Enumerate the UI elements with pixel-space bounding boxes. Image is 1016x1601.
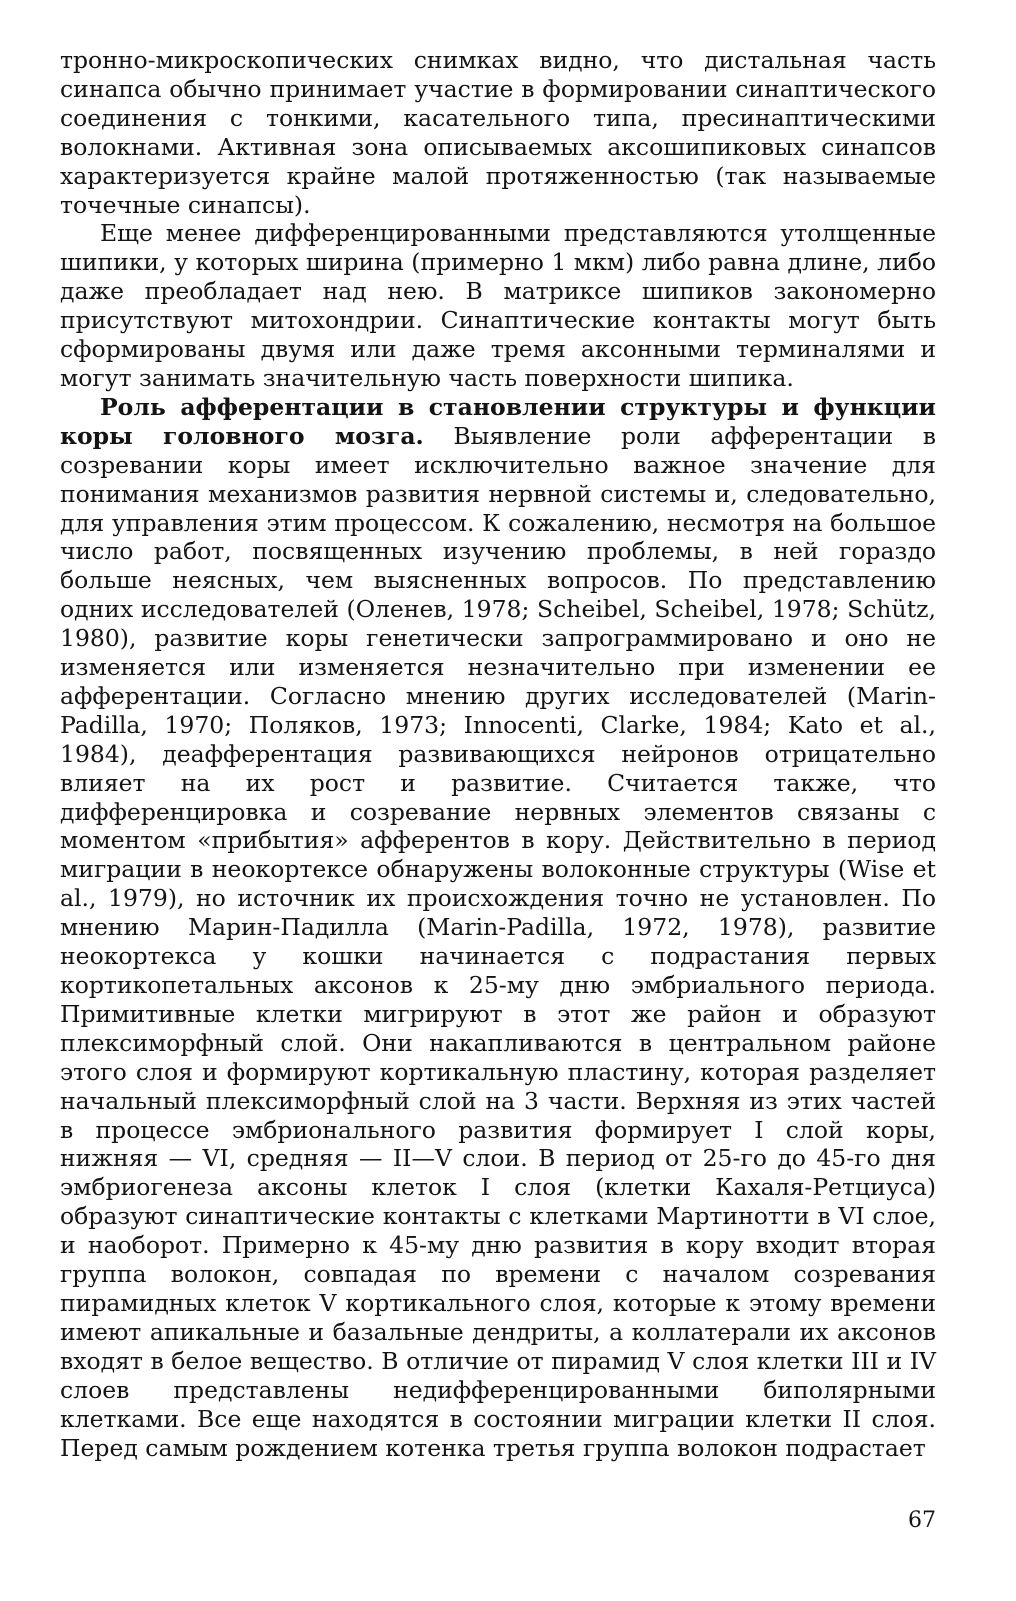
section-heading: Роль афферентации в становлении структуры и функции коры головного мозга. xyxy=(60,392,936,450)
paragraph-afferentation xyxy=(60,393,936,1463)
page-body xyxy=(60,46,936,1462)
section-body: Выявление роли афферентации в созревании коры имеет исключительно важное значение для понимания механизмов развития нервной системы и, следовательно, для управления этим процессом. К сожалению, несмотря на большое число работ, посвященных изучению проблемы, в ней гораздо больше неясных, чем выясненных вопросов. По представлению одних исследователей (Оленев, 1978; Scheibel, Scheibel, 1978; Schütz, 1980), развитие коры генетически запрограммировано и оно не изменяется или изменяется незначительно при изменении ее афферентации. Согласно мнению других исследователей (Marin-Padilla, 1970; Поляков, 1973; Innocenti, Clarke, 1984; Kato et al., 1984), деафферентация развивающихся нейронов отрицательно влияет на их рост и развитие. Считается также, что дифференцировка и созревание нервных элементов связаны с моментом «прибытия» афферентов в кору. Действительно в период миграции в неокортексе обнаружены волоконные структуры (Wise et al., 1979), но источник их происхождения точно не установлен. По мнению Марин-Падилла (Marin-Padilla, 1972, 1978), развитие неокортекса у кошки начинается с подрастания первых кортикопетальных аксонов к 25-му дню эмбриального периода. Примитивные клетки мигрируют в этот же район и образуют плексиморфный слой. Они накапливаются в центральном районе этого слоя и формируют кортикальную пластину, которая разделяет начальный плексиморфный слой на 3 части. Верхняя из этих частей в процессе эмбрионального развития формирует I слой коры, нижняя — VI, средняя — II—V слои. В период от 25-го до 45-го дня эмбриогенеза аксоны клеток I слоя (клетки Кахаля-Ретциуса) образуют синаптические контакты с клетками Мартинотти в VI слое, и наоборот. Примерно к 45-му дню развития в кору входит вторая группа волокон, совпадая по времени с началом созревания пирамидных клеток V кортикального слоя, которые к этому времени имеют апикальные и базальные дендриты, а коллатерали их аксонов входят в белое вещество. В отличие от пирамид V слоя клетки III и IV слоев представлены недифференцированными биполярными клетками. Все еще находятся в состоянии миграции клетки II слоя. Перед самым рождением котенка третья группа волокон подрастает xyxy=(60,421,936,1462)
paragraph-spines: Еще менее дифференцированными представляются утолщенные шипики, у которых ширина (примерно 1 мкм) либо равна длине, либо даже преобладает над нею. В матриксе шипиков закономерно присутствуют митохондрии. Синаптические контакты могут быть сформированы двумя или даже тремя аксонными терминалями и могут занимать значительную часть поверхности шипика. xyxy=(60,219,936,392)
paragraph-continuation: тронно-микроскопических снимках видно, что дистальная часть синапса обычно принимает участие в формировании синаптического соединения с тонкими, касательного типа, пресинаптическими волокнами. Активная зона описываемых аксошипиковых синапсов характеризуется крайне малой протяженностью (так называемые точечные синапсы). xyxy=(60,46,936,219)
page-number: 67 xyxy=(908,1508,936,1533)
